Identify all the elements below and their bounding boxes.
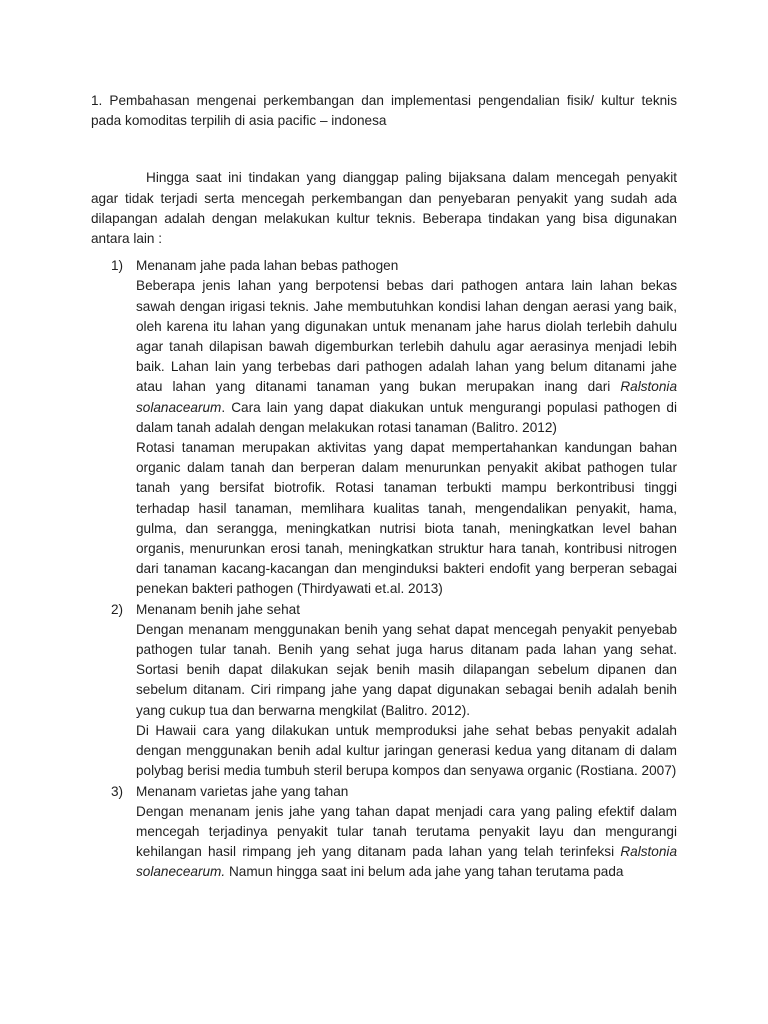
section-heading: 1. Pembahasan mengenai perkembangan dan implementasi pengendalian fisik/ kultur teknis pada komoditas terpilih di asia pacific – indonesa	[91, 93, 677, 129]
list-item-number: 3)	[111, 783, 124, 799]
list-item-paragraph	[136, 802, 677, 883]
paragraph-text: Dengan menanam jenis jahe yang tahan dapat menjadi cara yang paling efektif dalam mencegah terjadinya penyakit tular tanah terutama penyakit layu dan mengurangi kehilangan hasil rimpang jeh yang ditanam pada lahan yang telah terinfeksi	[136, 803, 677, 860]
list-item-title: Menanam jahe pada lahan bebas pathogen	[136, 258, 399, 274]
species-name: Ralstonia solanacearum	[136, 379, 677, 415]
list-item	[91, 782, 677, 883]
list-item-title: Menanam varietas jahe yang tahan	[136, 783, 349, 799]
list-item-number: 1)	[111, 258, 124, 274]
numbered-list	[91, 256, 677, 882]
species-name: Ralstonia solanecearum.	[136, 844, 677, 880]
intro-paragraph: Hingga saat ini tindakan yang dianggap paling bijaksana dalam mencegah penyakit agar tidak terjadi serta mencegah perkembangan dan penyebaran penyakit yang sudah ada dilapangan adalah dengan melakukan kultur teknis. Beberapa tindakan yang bisa digunakan antara lain :	[91, 170, 677, 247]
list-item-title: Menanam benih jahe sehat	[136, 601, 300, 617]
document-body	[91, 91, 677, 883]
list-item-paragraph: Dengan menanam menggunakan benih yang sehat dapat mencegah penyakit penyebab pathogen tular tanah. Benih yang sehat juga harus ditanam pada lahan yang sehat. Sortasi benih dapat dilakukan sejak benih masih dilapangan sebelum dipanen dan sebelum ditanam. Ciri rimpang jahe yang dapat digunakan sebagai benih adalah benih yang cukup tua dan berwarna mengkilat (Balitro. 2012).	[136, 621, 677, 718]
list-item-number: 2)	[111, 601, 124, 617]
paragraph-text: . Cara lain yang dapat diakukan untuk mengurangi populasi pathogen di dalam tanah adalah dengan melakukan rotasi tanaman (Balitro. 2012)	[136, 399, 677, 435]
list-item	[91, 256, 677, 599]
paragraph-text: Namun hingga saat ini belum ada jahe yang tahan terutama pada	[225, 864, 624, 880]
list-item-paragraph: Di Hawaii cara yang dilakukan untuk memproduksi jahe sehat bebas penyakit adalah dengan menggunakan benih adal kultur jaringan generasi kedua yang ditanam di dalam polybag berisi media tumbuh steril berupa kompos dan senyawa organic (Rostiana. 2007)	[136, 722, 677, 779]
list-item-paragraph: Rotasi tanaman merupakan aktivitas yang dapat mempertahankan kandungan bahan organic dalam tanah dan berperan dalam menurunkan penyakit akibat pathogen tular tanah yang bersifat biotrofik. Rotasi tanaman terbukti mampu berkontribusi tinggi terhadap hasil tanaman, memlihara kualitas tanah, mengendalikan penyakit, hama, gulma, dan serangga, meningkatkan nutrisi biota tanah, meningkatkan level bahan organis, menurunkan erosi tanah, meningkatkan struktur hara tanah, kontribusi nitrogen dari tanaman kacang-kacangan dan menginduksi bakteri endofit yang berperan sebagai penekan bakteri pathogen (Thirdyawati et.al. 2013)	[136, 440, 677, 597]
paragraph-text: Beberapa jenis lahan yang berpotensi bebas dari pathogen antara lain lahan bekas sawah dengan irigasi teknis. Jahe membutuhkan kondisi lahan dengan aerasi yang baik, oleh karena itu lahan yang digunakan untuk menanam jahe harus diolah terlebih dahulu agar tanah dilapisan bawah digemburkan terlebih dahulu agar aerasinya menjadi lebih baik. Lahan lain yang terbebas dari pathogen adalah lahan yang belum ditanami jahe atau lahan yang ditanami tanaman yang bukan merupakan inang dari	[136, 278, 677, 395]
list-item	[91, 600, 677, 782]
list-item-paragraph	[136, 276, 677, 438]
